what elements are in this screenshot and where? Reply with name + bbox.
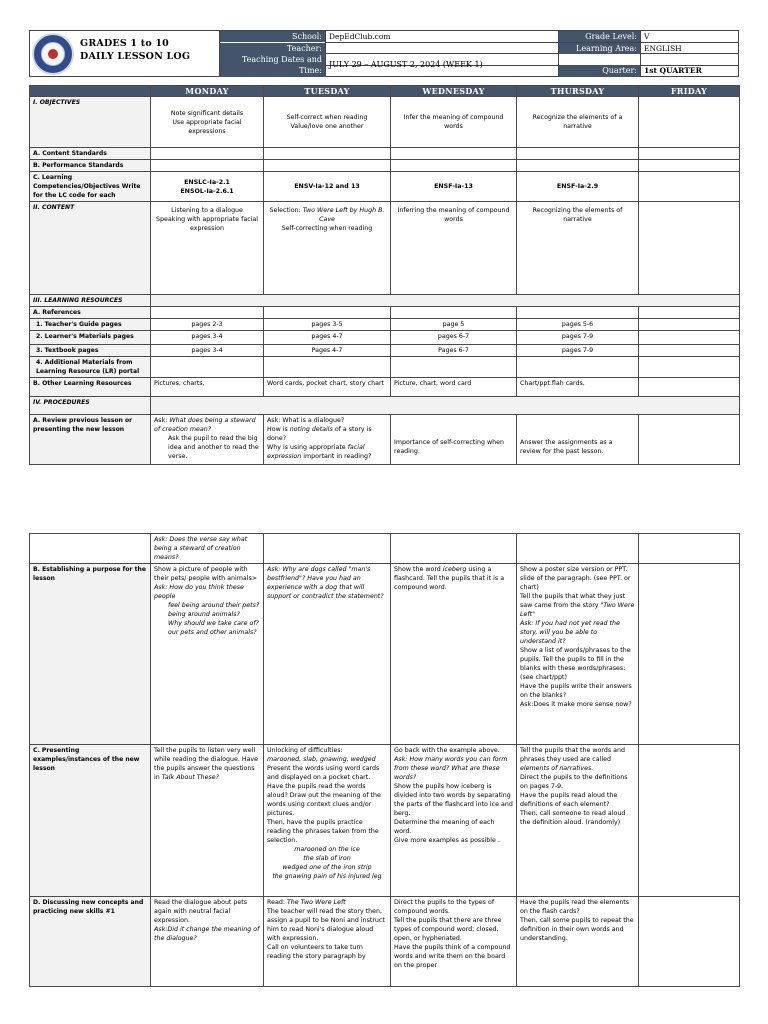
day-monday: MONDAY bbox=[151, 86, 264, 97]
tg-tue: pages 3-5 bbox=[264, 319, 391, 331]
performance-standards-label: B. Performance Standards bbox=[30, 160, 151, 172]
lesson-log-header bbox=[29, 30, 739, 77]
tb-thu: pages 7-9 bbox=[517, 345, 639, 357]
lm-mon: pages 3-4 bbox=[151, 331, 264, 345]
school-label: School: bbox=[220, 31, 325, 42]
review-mon-continued: Ask: Does the verse say what being a steward of creation means? bbox=[151, 534, 264, 564]
title-line-2: DAILY LESSON LOG bbox=[80, 51, 191, 62]
competency-thu: ENSF-Ia-2.9 bbox=[517, 172, 639, 202]
objectives-row bbox=[30, 97, 740, 148]
competency-mon: ENSLC-Ia-2.1 ENSOL-Ia-2.6.1 bbox=[151, 172, 264, 202]
other-tue: Word cards, pocket chart, story chart bbox=[264, 378, 391, 397]
day-wednesday: WEDNESDAY bbox=[391, 86, 517, 97]
area-value: ENGLISH bbox=[640, 43, 739, 54]
tb-wed: Pages 6-7 bbox=[391, 345, 517, 357]
objective-fri bbox=[639, 97, 740, 148]
discussing-label: D. Discussing new concepts and practicing new skills #1 bbox=[30, 897, 151, 987]
presenting-wed: Go back with the example above. Ask: How many words you can form from these word? What are these words? Show the pupils how iceberg is divided into two words by separating the parts of the flashcard into ice and berg. Determine the meaning of each word. Give more examples as possible . bbox=[391, 745, 517, 897]
objective-tue: Self-correct when reading Value/love one another bbox=[264, 97, 391, 148]
competency-wed: ENSF-Ia-13 bbox=[391, 172, 517, 202]
objective-mon: Note significant details Use appropriate facial expressions bbox=[151, 97, 264, 148]
lm-wed: pages 6-7 bbox=[391, 331, 517, 345]
tb-pages-row bbox=[30, 345, 740, 357]
dates-label-2: Time: bbox=[220, 65, 325, 77]
resources-row bbox=[30, 295, 740, 307]
discussing-thu: Have the pupils read the elements on the flash cards? Then, call some pupils to repeat the definition in their own words and understanding. bbox=[517, 897, 639, 987]
procedures-label: IV. PROCEDURES bbox=[30, 397, 151, 415]
tg-thu: pages 5-6 bbox=[517, 319, 639, 331]
performance-standards-row bbox=[30, 160, 740, 172]
review-label: A. Review previous lesson or presenting the new lesson bbox=[30, 415, 151, 465]
other-mon: Pictures, charts, bbox=[151, 378, 264, 397]
references-label: A. References bbox=[30, 307, 151, 319]
purpose-tue: Ask: Why are dogs called "man's bestfriend"? Have you had an experience with a dog that will support or contradict the statement? bbox=[264, 564, 391, 745]
grade-label: Grade Level: bbox=[559, 31, 640, 42]
quarter-label: Quarter: bbox=[559, 65, 640, 77]
school-value: DepEdClub.com bbox=[325, 31, 558, 42]
other-thu: Chart/ppt.flah cards, bbox=[517, 378, 639, 397]
presenting-label: C. Presenting examples/instances of the new lesson bbox=[30, 745, 151, 897]
lm-pages-row bbox=[30, 331, 740, 345]
procedures-row bbox=[30, 397, 740, 415]
review-thu: Answer the assignments as a review for the past lesson. bbox=[517, 415, 639, 465]
content-wed: Inferring the meaning of compound words bbox=[391, 202, 517, 295]
other-fri bbox=[639, 378, 740, 397]
competency-fri bbox=[639, 172, 740, 202]
competency-tue: ENSV-Ia-12 and 13 bbox=[264, 172, 391, 202]
objective-wed: Infer the meaning of compound words bbox=[391, 97, 517, 148]
content-tue: Selection: Two Were Left by Hugh B. Cave Self-correcting when reading bbox=[264, 202, 391, 295]
tg-pages-row bbox=[30, 319, 740, 331]
review-continued-row bbox=[30, 534, 740, 564]
lm-fri bbox=[639, 331, 740, 345]
objectives-label: I. OBJECTIVES bbox=[30, 97, 151, 148]
lm-pages-label: 2. Learner's Materials pages bbox=[30, 331, 151, 345]
competencies-row bbox=[30, 172, 740, 202]
discussing-mon: Read the dialogue about pets again with neutral facial expression. Ask:Did it change the meaning of the dialogue? bbox=[151, 897, 264, 987]
other-wed: Picture, chart, word card bbox=[391, 378, 517, 397]
dates-label-1: Teaching Dates and bbox=[220, 54, 325, 65]
content-standards-row bbox=[30, 148, 740, 160]
content-standards-label: A. Content Standards bbox=[30, 148, 151, 160]
discussing-wed: Direct the pupils to the types of compound words. Tell the pupils that there are three types of compound word; closed, open, or hyphenated. Have the pupils think of a compound words and write them on the board on the proper bbox=[391, 897, 517, 987]
content-thu: Recognizing the elements of narrative bbox=[517, 202, 639, 295]
day-friday: FRIDAY bbox=[639, 86, 740, 97]
tb-mon: pages 3-4 bbox=[151, 345, 264, 357]
area-label: Learning Area: bbox=[559, 43, 640, 54]
tb-tue: Pages 4-7 bbox=[264, 345, 391, 357]
review-row bbox=[30, 415, 740, 465]
teacher-value bbox=[325, 43, 558, 54]
review-mon: Ask: What does being a steward of creation mean? Ask the pupil to read the big idea and another to read the verse. bbox=[151, 415, 264, 465]
discussing-row bbox=[30, 897, 740, 987]
lm-tue: pages 4-7 bbox=[264, 331, 391, 345]
purpose-thu: Show a poster size version or PPT. slide of the paragraph. (see PPT. or chart) Tell the pupils that what they just saw came from the story "Two Were Left" Ask: If you had not yet read the story, will you be able to understand it? Show a list of words/phrases to the pupils. Tell the pupils to fill in the blanks with these words/phrases: (see chart/ppt) Have the pupils write their answers on the blanks? Ask:Does it make more sense now? bbox=[517, 564, 639, 745]
grade-value: V bbox=[640, 31, 739, 42]
lesson-log-table-page-2 bbox=[29, 533, 740, 987]
content-label: II. CONTENT bbox=[30, 202, 151, 295]
lr-portal-label: 4. Additional Materials from Learning Resource (LR) portal bbox=[30, 357, 151, 378]
tg-mon: pages 2-3 bbox=[151, 319, 264, 331]
presenting-mon: Tell the pupils to listen very well while reading the dialogue. Have the pupils answer the questions in Talk About These? bbox=[151, 745, 264, 897]
other-resources-row bbox=[30, 378, 740, 397]
content-row bbox=[30, 202, 740, 295]
purpose-mon: Show a picture of people with their pets/ people with animals> Ask: How do you think these people feel being around their pets? being around animals? Why should we take care of? our pets and other animals? bbox=[151, 564, 264, 745]
presenting-thu: Tell the pupils that the words and phrases they used are called elements of narratives. Direct the pupils to the definitions on pages 7-9. Have the pupils read aloud the definitions of each element? Then, call someone to read aloud the definition aloud. (randomly) bbox=[517, 745, 639, 897]
day-tuesday: TUESDAY bbox=[264, 86, 391, 97]
quarter-value: 1st QUARTER bbox=[640, 65, 739, 76]
lr-portal-row bbox=[30, 357, 740, 378]
discussing-tue: Read: The Two Were Left The teacher will read the story then, assign a pupil to be Noni and instruct him to read Noni's dialogue aloud with expression. Call on volunteers to take turn reading the story paragraph by bbox=[264, 897, 391, 987]
purpose-row bbox=[30, 564, 740, 745]
header-title bbox=[80, 37, 190, 63]
tb-fri bbox=[639, 345, 740, 357]
purpose-wed: Show the word iceberg using a flashcard. Tell the pupils that it is a compound word. bbox=[391, 564, 517, 745]
objective-thu: Recognize the elements of a narrative bbox=[517, 97, 639, 148]
dates-value: JULY 29 – AUGUST 2, 2024 (WEEK 1) bbox=[325, 59, 558, 70]
resources-label: III. LEARNING RESOURCES bbox=[30, 295, 151, 307]
tg-pages-label: 1. Teacher's Guide pages bbox=[30, 319, 151, 331]
content-mon: Listening to a dialogue Speaking with appropriate facial expression bbox=[151, 202, 264, 295]
day-header-row bbox=[30, 86, 740, 97]
review-wed: Importance of self-correcting when reading. bbox=[391, 415, 517, 465]
tg-fri bbox=[639, 319, 740, 331]
title-line-1: GRADES 1 to 10 bbox=[80, 38, 169, 49]
teacher-label: Teacher: bbox=[220, 43, 325, 54]
other-resources-label: B. Other Learning Resources bbox=[30, 378, 151, 397]
lm-thu: pages 7-9 bbox=[517, 331, 639, 345]
presenting-row bbox=[30, 745, 740, 897]
day-thursday: THURSDAY bbox=[517, 86, 639, 97]
tg-wed: page 5 bbox=[391, 319, 517, 331]
lesson-log-table-page-1 bbox=[29, 85, 740, 465]
presenting-tue: Unlocking of difficulties: marooned, slab, gnawing, wedged Present the words using word cards and displayed on a pocket chart. Have the pupils read the words aloud? Draw out the meaning of the words using context clues and/or pictures. Then, have the pupils practice reading the phrases taken from the selection. marooned on the ice the slab of iron wedged one of the iron strip the gnawing pain of his injured leg bbox=[264, 745, 391, 897]
references-row bbox=[30, 307, 740, 319]
purpose-label: B. Establishing a purpose for the lesson bbox=[30, 564, 151, 745]
review-tue: Ask: What is a dialogue? How is noting details of a story is done? Why is using appropriate facial expression important in reading? bbox=[264, 415, 391, 465]
competencies-label: C. Learning Competencies/Objectives Write for the LC code for each bbox=[30, 172, 151, 202]
tb-pages-label: 3. Textbook pages bbox=[30, 345, 151, 357]
deped-seal-icon bbox=[32, 33, 74, 75]
